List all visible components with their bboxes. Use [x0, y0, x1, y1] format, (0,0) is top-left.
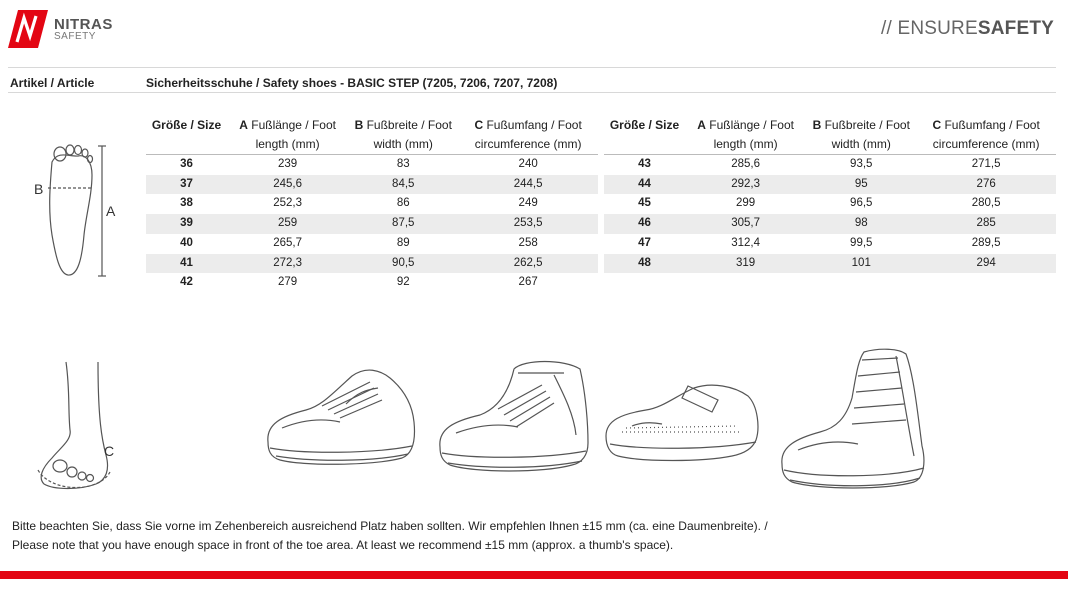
size-table-left	[146, 116, 598, 293]
foot-sole-diagram	[30, 140, 130, 280]
table-row: 47 312,4 99,5 289,5	[638, 236, 1001, 249]
article-divider	[8, 92, 1056, 93]
tagline	[881, 18, 1054, 40]
size-table-right	[604, 116, 1056, 273]
label-a: A	[106, 203, 116, 219]
table-row: 44 292,3 95 276	[604, 175, 1056, 195]
table-row: 46 305,7 98 285	[604, 214, 1056, 234]
col-a-header: A Fußlänge / Foot length (mm)	[685, 116, 806, 155]
table-row: 41 272,3 90,5 262,5	[146, 254, 598, 274]
brand-sub: SAFETY	[54, 30, 96, 42]
header-divider	[8, 67, 1056, 68]
footer-bar	[0, 571, 1068, 579]
nitras-logo-icon	[8, 10, 48, 48]
label-b: B	[34, 181, 44, 197]
brand-logo	[8, 10, 113, 48]
tagline-prefix: // ENSURE	[881, 18, 978, 39]
foot-side-diagram	[30, 360, 130, 495]
table-header-row	[146, 116, 598, 155]
table-row: 37 245,6 84,5 244,5	[146, 175, 598, 195]
table-row: 48 319 101 294	[604, 254, 1056, 274]
label-c: C	[104, 443, 115, 459]
table-row: 45 299 96,5 280,5	[638, 197, 1001, 210]
fit-note-en: Please note that you have enough space in front of the toe area. At least we recommend ±15 mm (approx. a thumb's space).	[12, 538, 674, 552]
col-b-header: B Fußbreite / Foot width (mm)	[806, 116, 916, 155]
low-shoe-image	[262, 362, 422, 472]
brand-name: NITRAS	[54, 15, 113, 33]
table-row: 40 265,7 89 258	[180, 236, 538, 249]
col-b-header: B Fußbreite / Foot width (mm)	[348, 116, 458, 155]
article-label: Artikel / Article	[10, 76, 95, 90]
table-row: 42 279 92 267	[180, 276, 538, 289]
table-row: 43 285,6 93,5 271,5	[638, 158, 1001, 170]
high-boot-image	[778, 346, 938, 496]
table-header-row	[604, 116, 1056, 155]
article-title: Sicherheitsschuhe / Safety shoes - BASIC STEP (7205, 7206, 7207, 7208)	[146, 76, 558, 90]
col-size-header: Größe / Size	[604, 116, 685, 155]
sandal-image	[602, 378, 762, 468]
tagline-bold: SAFETY	[977, 18, 1054, 39]
table-row: 36 239 83 240	[180, 158, 538, 170]
fit-note	[12, 517, 768, 555]
fit-note-de: Bitte beachten Sie, dass Sie vorne im Zehenbereich ausreichend Platz haben sollten. Wir empfehlen Ihnen ±15 mm (ca. eine Daumenbreite). /	[12, 519, 768, 533]
col-a-header: A Fußlänge / Foot length (mm)	[227, 116, 348, 155]
col-c-header: C Fußumfang / Foot circumference (mm)	[916, 116, 1056, 155]
table-row: 38 252,3 86 249	[180, 197, 538, 210]
col-size-header: Größe / Size	[146, 116, 227, 155]
mid-boot-image	[434, 355, 594, 480]
col-c-header: C Fußumfang / Foot circumference (mm)	[458, 116, 598, 155]
table-row: 39 259 87,5 253,5	[146, 214, 598, 234]
